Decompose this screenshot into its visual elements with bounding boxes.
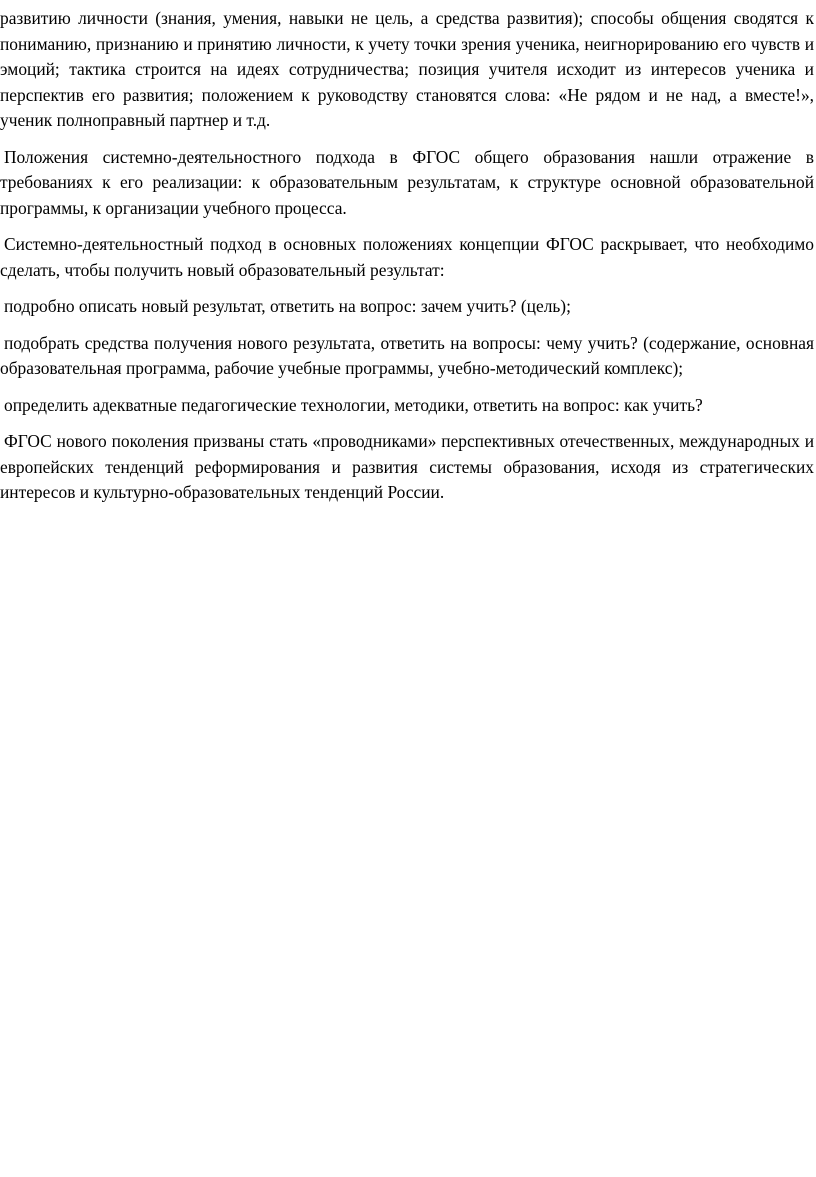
paragraph-system-activity-approach: Системно-деятельностный подход в основных положениях концепции ФГОС раскрывает, что необходимо сделать, чтобы получить новый образовательный результат: bbox=[0, 234, 814, 280]
paragraph-fgos-provisions: Положения системно-деятельностного подхода в ФГОС общего образования нашли отражение в требованиях к его реализации: к образовательным результатам, к структуре основной образовательной программы, к организации учебного процесса. bbox=[0, 146, 814, 218]
paragraph-select-means: подобрать средства получения нового результата, ответить на вопросы: чему учить? (содержание, основная образовательная программа, рабочие учебные программы, учебно-методический комплекс); bbox=[0, 332, 814, 378]
paragraph-fgos-new-generation: ФГОС нового поколения призваны стать «проводниками» перспективных отечественных, международных и европейских тенденций реформирования и развития системы образования, исходя из стратегических интересов и культурно-образовательных тенденций России. bbox=[0, 431, 814, 502]
paragraph-personality-development: развитию личности (знания, умения, навыки не цель, а средства развития); способы общения сводятся к пониманию, признанию и принятию личности, к учету точки зрения ученика, неигнорированию его чувств и эмоций; тактика строится на идеях сотрудничества; позиция учителя исходит из интересов ученика и перспектив его развития; положением к руководству становятся слова: «Не рядом и не над, а вместе!», ученик полноправный партнер и т.д. bbox=[0, 8, 814, 130]
paragraph-describe-result: подробно описать новый результат, ответить на вопрос: зачем учить? (цель); bbox=[4, 296, 571, 316]
paragraph-define-technologies: определить адекватные педагогические технологии, методики, ответить на вопрос: как учить? bbox=[4, 394, 703, 415]
